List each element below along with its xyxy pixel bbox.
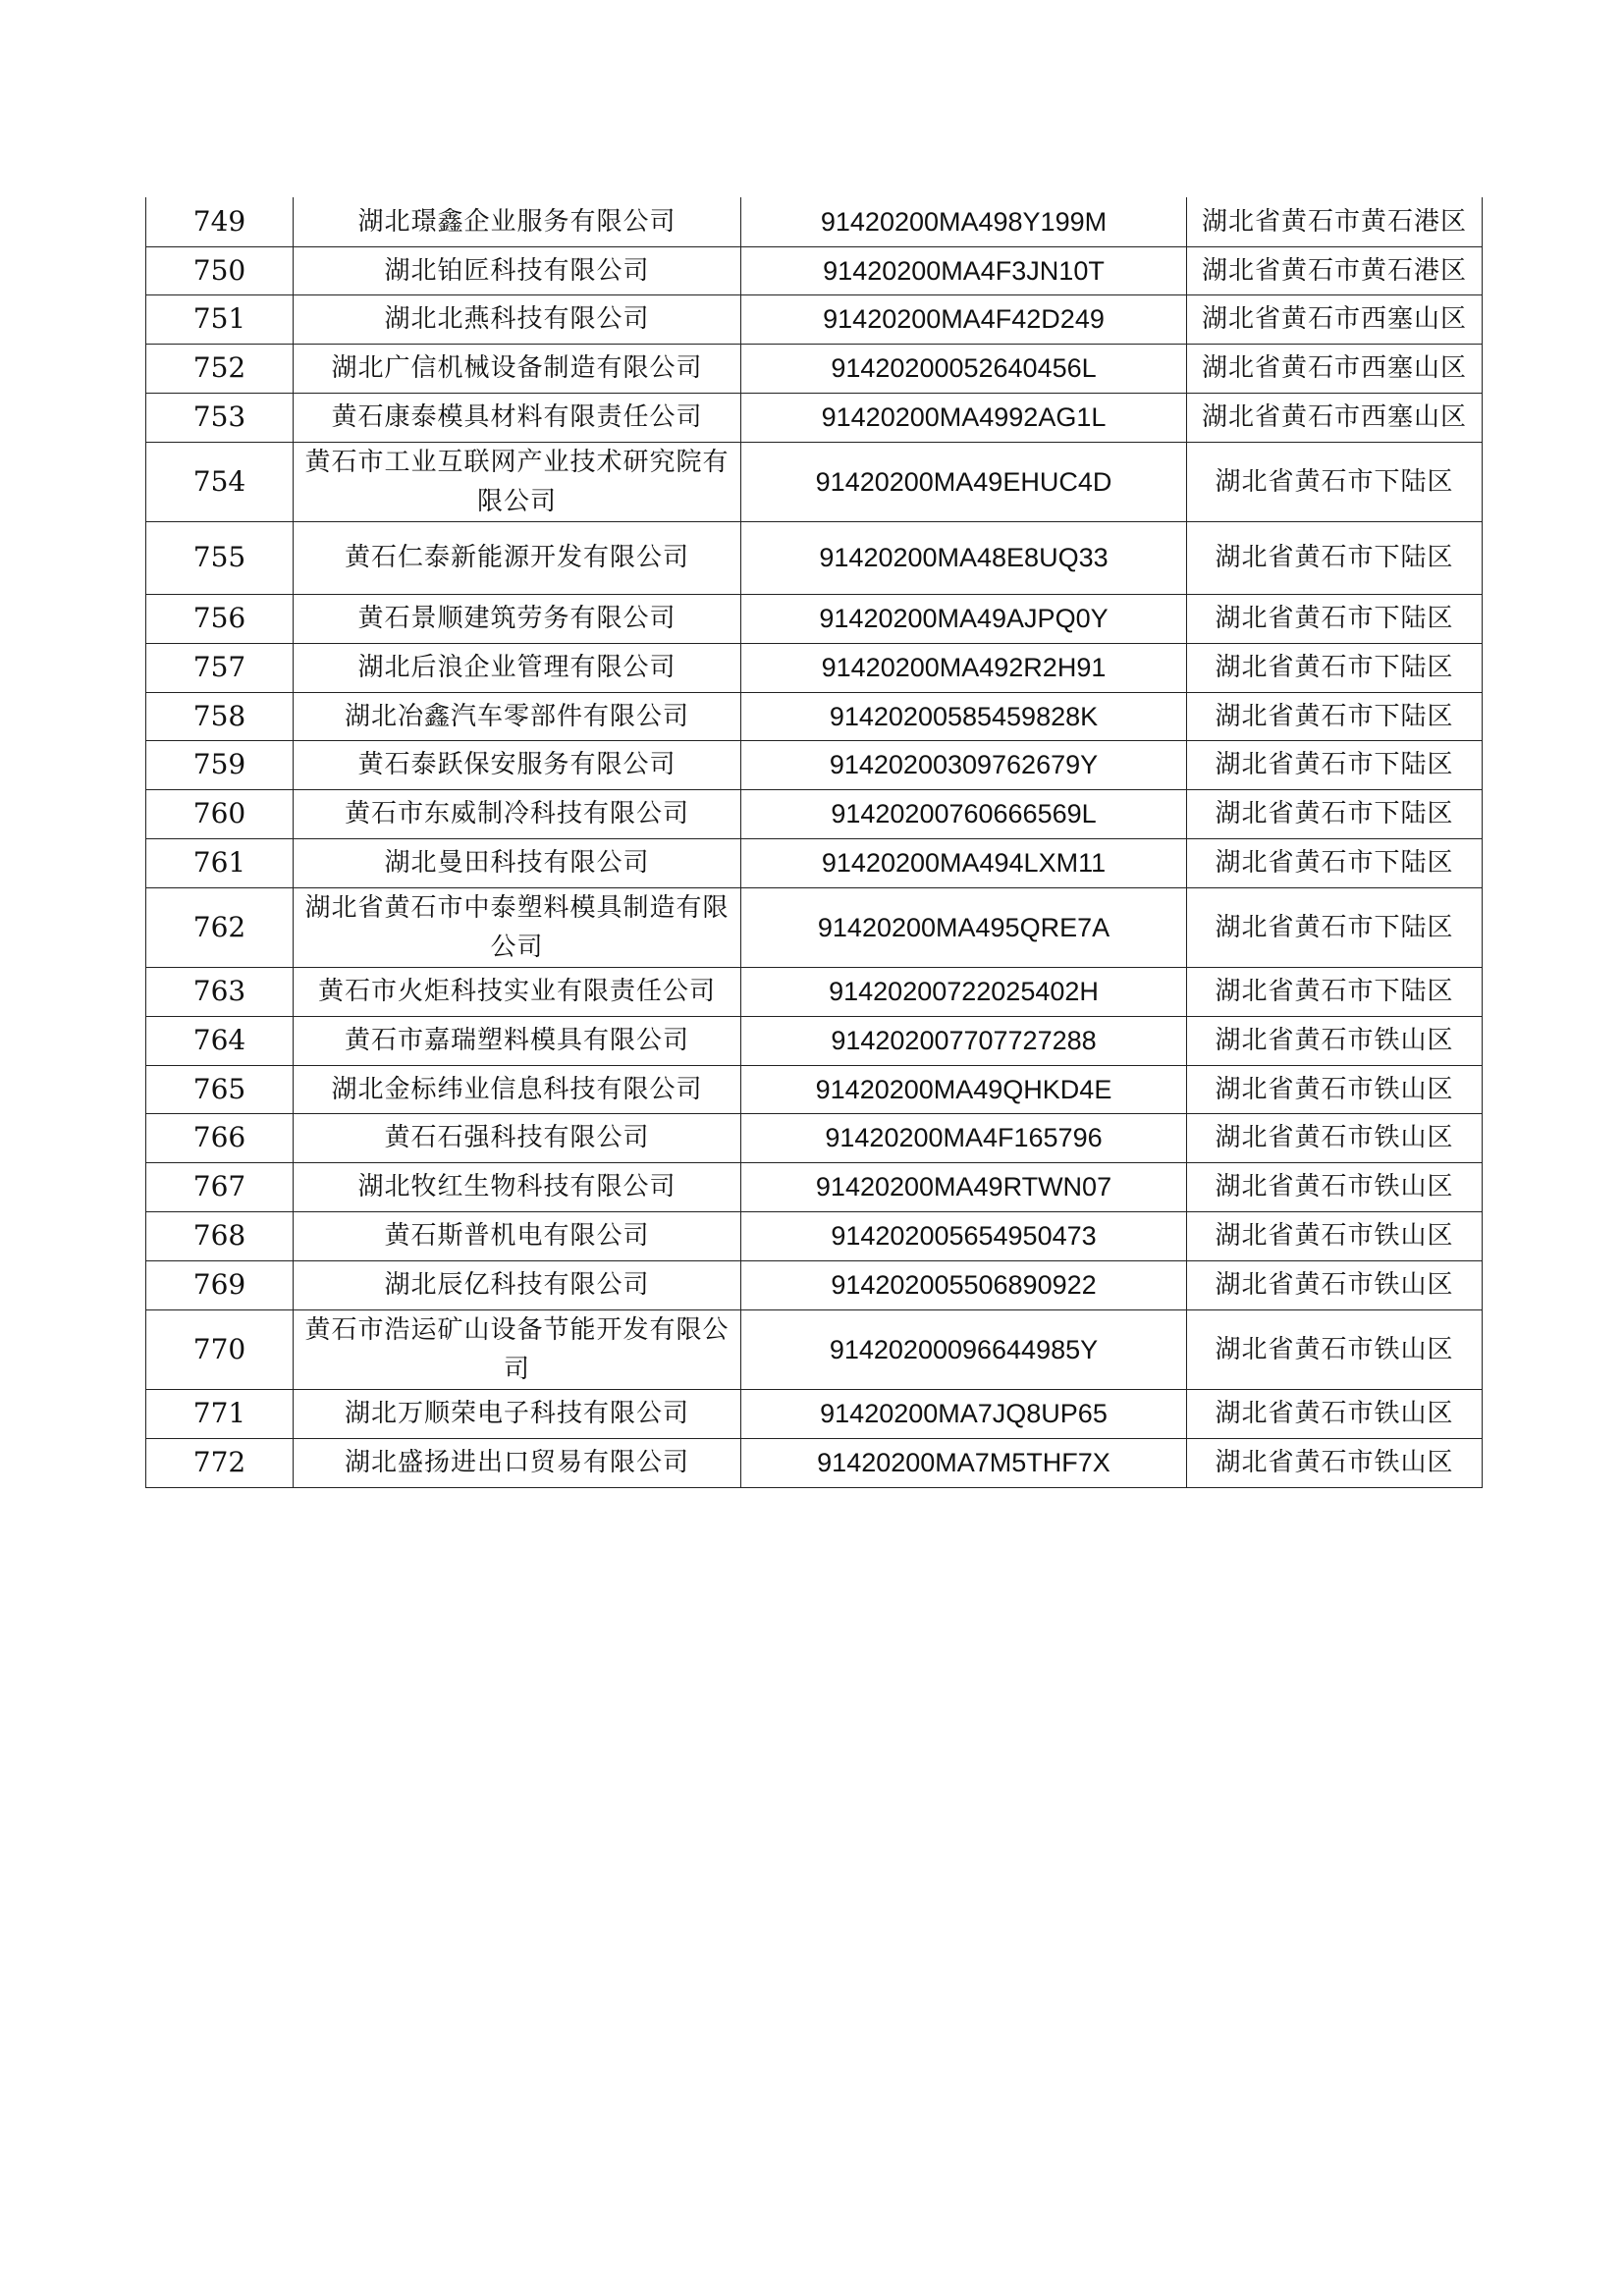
region-cell: 湖北省黄石市下陆区 (1187, 887, 1483, 967)
company-name-cell: 黄石市东威制冷科技有限公司 (294, 789, 741, 838)
table-row (146, 197, 1483, 246)
region-cell: 湖北省黄石市铁山区 (1187, 1113, 1483, 1162)
row-number-cell: 749 (146, 197, 294, 246)
region-cell: 湖北省黄石市西塞山区 (1187, 344, 1483, 393)
row-number-cell: 764 (146, 1016, 294, 1065)
region-cell: 湖北省黄石市铁山区 (1187, 1016, 1483, 1065)
company-name-cell: 湖北金标纬业信息科技有限公司 (294, 1065, 741, 1113)
credit-code-cell: 91420200MA498Y199M (741, 197, 1187, 246)
table-row (146, 838, 1483, 887)
region-cell: 湖北省黄石市黄石港区 (1187, 197, 1483, 246)
table-row (146, 643, 1483, 692)
row-number-cell: 765 (146, 1065, 294, 1113)
table-row (146, 442, 1483, 521)
row-number-cell: 758 (146, 692, 294, 740)
credit-code-cell: 91420200MA7JQ8UP65 (741, 1389, 1187, 1438)
table-row (146, 294, 1483, 344)
table-row (146, 1211, 1483, 1260)
credit-code-cell: 91420200MA4F165796 (741, 1113, 1187, 1162)
table-row (146, 594, 1483, 643)
region-cell: 湖北省黄石市西塞山区 (1187, 294, 1483, 344)
row-number-cell: 768 (146, 1211, 294, 1260)
row-number-cell: 772 (146, 1438, 294, 1487)
row-number-cell: 754 (146, 442, 294, 521)
table-row (146, 692, 1483, 740)
region-cell: 湖北省黄石市铁山区 (1187, 1389, 1483, 1438)
table-row (146, 1016, 1483, 1065)
company-name-cell: 黄石仁泰新能源开发有限公司 (294, 521, 741, 594)
table-row (146, 789, 1483, 838)
credit-code-cell: 91420200MA49AJPQ0Y (741, 594, 1187, 643)
company-name-cell: 黄石石强科技有限公司 (294, 1113, 741, 1162)
table-row (146, 521, 1483, 594)
region-cell: 湖北省黄石市下陆区 (1187, 789, 1483, 838)
table-row (146, 1389, 1483, 1438)
row-number-cell: 755 (146, 521, 294, 594)
table-row (146, 344, 1483, 393)
region-cell: 湖北省黄石市西塞山区 (1187, 393, 1483, 442)
region-cell: 湖北省黄石市下陆区 (1187, 740, 1483, 789)
row-number-cell: 750 (146, 246, 294, 294)
company-name-cell: 湖北曼田科技有限公司 (294, 838, 741, 887)
company-table-body (146, 197, 1483, 1487)
company-name-cell: 湖北万顺荣电子科技有限公司 (294, 1389, 741, 1438)
credit-code-cell: 91420200052640456L (741, 344, 1187, 393)
region-cell: 湖北省黄石市黄石港区 (1187, 246, 1483, 294)
region-cell: 湖北省黄石市下陆区 (1187, 692, 1483, 740)
row-number-cell: 757 (146, 643, 294, 692)
credit-code-cell: 91420200MA4992AG1L (741, 393, 1187, 442)
table-row (146, 1309, 1483, 1389)
region-cell: 湖北省黄石市下陆区 (1187, 521, 1483, 594)
credit-code-cell: 91420200722025402H (741, 967, 1187, 1016)
company-table (145, 197, 1483, 1488)
company-name-cell: 湖北璟鑫企业服务有限公司 (294, 197, 741, 246)
region-cell: 湖北省黄石市下陆区 (1187, 442, 1483, 521)
row-number-cell: 760 (146, 789, 294, 838)
company-name-cell: 黄石市工业互联网产业技术研究院有限公司 (294, 442, 741, 521)
region-cell: 湖北省黄石市铁山区 (1187, 1211, 1483, 1260)
credit-code-cell: 91420200760666569L (741, 789, 1187, 838)
table-row (146, 1113, 1483, 1162)
table-row (146, 1162, 1483, 1211)
row-number-cell: 769 (146, 1260, 294, 1309)
company-name-cell: 黄石市火炬科技实业有限责任公司 (294, 967, 741, 1016)
credit-code-cell: 914202007707727288 (741, 1016, 1187, 1065)
region-cell: 湖北省黄石市下陆区 (1187, 643, 1483, 692)
credit-code-cell: 91420200MA494LXM11 (741, 838, 1187, 887)
credit-code-cell: 91420200MA4F42D249 (741, 294, 1187, 344)
region-cell: 湖北省黄石市下陆区 (1187, 594, 1483, 643)
credit-code-cell: 91420200MA48E8UQ33 (741, 521, 1187, 594)
company-name-cell: 湖北铂匠科技有限公司 (294, 246, 741, 294)
table-row (146, 967, 1483, 1016)
credit-code-cell: 91420200MA49QHKD4E (741, 1065, 1187, 1113)
row-number-cell: 771 (146, 1389, 294, 1438)
credit-code-cell: 91420200MA7M5THF7X (741, 1438, 1187, 1487)
row-number-cell: 761 (146, 838, 294, 887)
table-row (146, 246, 1483, 294)
region-cell: 湖北省黄石市铁山区 (1187, 1309, 1483, 1389)
credit-code-cell: 91420200096644985Y (741, 1309, 1187, 1389)
row-number-cell: 756 (146, 594, 294, 643)
row-number-cell: 767 (146, 1162, 294, 1211)
row-number-cell: 752 (146, 344, 294, 393)
company-name-cell: 湖北广信机械设备制造有限公司 (294, 344, 741, 393)
region-cell: 湖北省黄石市下陆区 (1187, 838, 1483, 887)
company-name-cell: 黄石斯普机电有限公司 (294, 1211, 741, 1260)
company-name-cell: 黄石市嘉瑞塑料模具有限公司 (294, 1016, 741, 1065)
company-name-cell: 湖北北燕科技有限公司 (294, 294, 741, 344)
credit-code-cell: 91420200MA4F3JN10T (741, 246, 1187, 294)
row-number-cell: 762 (146, 887, 294, 967)
table-row (146, 1065, 1483, 1113)
region-cell: 湖北省黄石市铁山区 (1187, 1438, 1483, 1487)
credit-code-cell: 914202005654950473 (741, 1211, 1187, 1260)
row-number-cell: 770 (146, 1309, 294, 1389)
region-cell: 湖北省黄石市铁山区 (1187, 1065, 1483, 1113)
credit-code-cell: 91420200MA49EHUC4D (741, 442, 1187, 521)
credit-code-cell: 91420200MA492R2H91 (741, 643, 1187, 692)
row-number-cell: 753 (146, 393, 294, 442)
row-number-cell: 763 (146, 967, 294, 1016)
company-name-cell: 湖北后浪企业管理有限公司 (294, 643, 741, 692)
row-number-cell: 759 (146, 740, 294, 789)
table-row (146, 887, 1483, 967)
table-row (146, 1438, 1483, 1487)
company-name-cell: 湖北辰亿科技有限公司 (294, 1260, 741, 1309)
table-row (146, 393, 1483, 442)
table-row (146, 1260, 1483, 1309)
credit-code-cell: 91420200MA495QRE7A (741, 887, 1187, 967)
company-name-cell: 黄石景顺建筑劳务有限公司 (294, 594, 741, 643)
company-name-cell: 湖北省黄石市中泰塑料模具制造有限公司 (294, 887, 741, 967)
company-name-cell: 湖北牧红生物科技有限公司 (294, 1162, 741, 1211)
company-name-cell: 黄石市浩运矿山设备节能开发有限公司 (294, 1309, 741, 1389)
region-cell: 湖北省黄石市铁山区 (1187, 1162, 1483, 1211)
row-number-cell: 766 (146, 1113, 294, 1162)
table-row (146, 740, 1483, 789)
row-number-cell: 751 (146, 294, 294, 344)
credit-code-cell: 914202005506890922 (741, 1260, 1187, 1309)
credit-code-cell: 91420200MA49RTWN07 (741, 1162, 1187, 1211)
company-name-cell: 黄石康泰模具材料有限责任公司 (294, 393, 741, 442)
region-cell: 湖北省黄石市铁山区 (1187, 1260, 1483, 1309)
company-name-cell: 湖北盛扬进出口贸易有限公司 (294, 1438, 741, 1487)
credit-code-cell: 91420200585459828K (741, 692, 1187, 740)
company-name-cell: 黄石泰跃保安服务有限公司 (294, 740, 741, 789)
credit-code-cell: 91420200309762679Y (741, 740, 1187, 789)
company-name-cell: 湖北冶鑫汽车零部件有限公司 (294, 692, 741, 740)
region-cell: 湖北省黄石市下陆区 (1187, 967, 1483, 1016)
